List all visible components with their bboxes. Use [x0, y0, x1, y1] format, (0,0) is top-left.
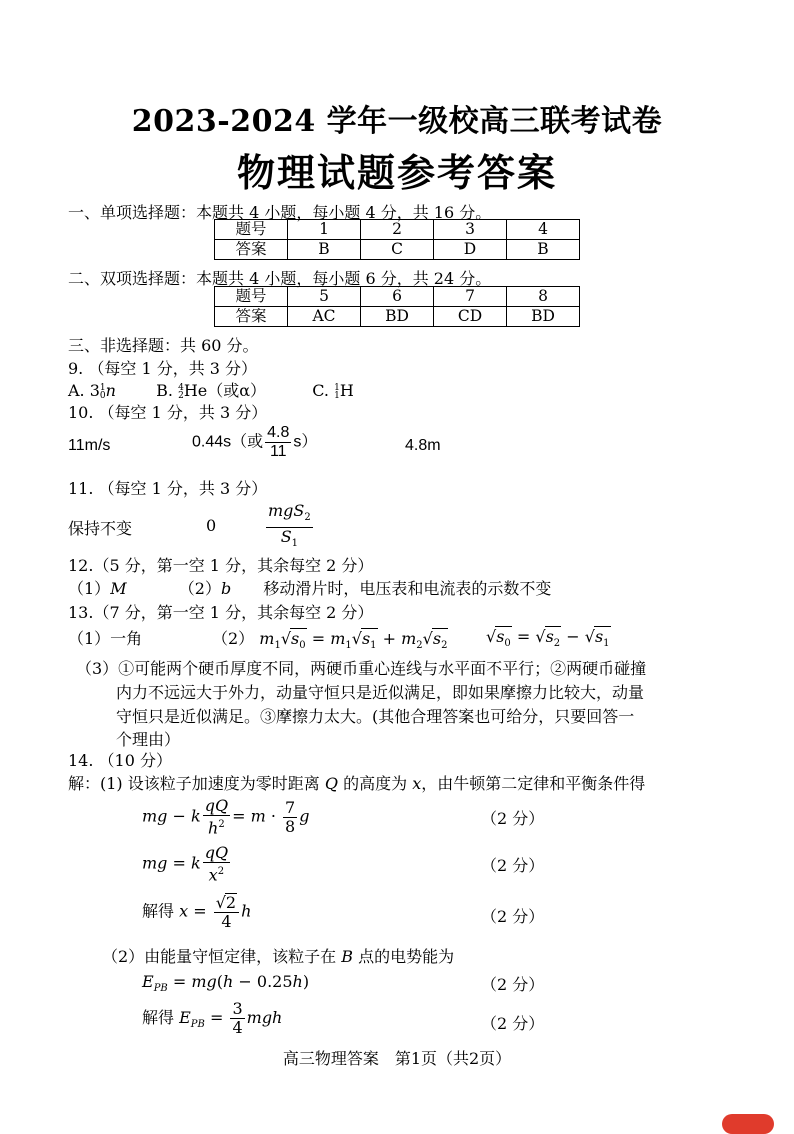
q10-title: 10. （每空 1 分，共 3 分） — [68, 403, 268, 422]
fraction-numerator: 4.8 — [267, 424, 290, 441]
q13-part2-label: （2） — [212, 629, 255, 648]
table-row — [215, 307, 580, 327]
table-cell: AC — [288, 307, 361, 327]
q12-part2-value: b — [220, 579, 232, 598]
q13-part1: （1）一角 — [68, 629, 143, 648]
table-row — [215, 287, 580, 307]
q10-answer-2 — [192, 424, 317, 461]
q14-symbol-b: B — [341, 947, 354, 966]
q11-answer-1: 保持不变 — [68, 519, 133, 538]
table-cell: 6 — [361, 287, 434, 307]
q14-points-3: （2 分） — [481, 907, 545, 926]
fraction-denominator: 11 — [269, 443, 287, 460]
section3-heading: 三、非选择题：共 60 分。 — [68, 336, 259, 355]
q14-symbol-q: Q — [324, 774, 338, 793]
q14-equation-2: mg = k $\frac{qQ}{x^2}$ — [142, 843, 229, 885]
exam-title: 2023-2024 学年一级校高三联考试卷 — [131, 104, 663, 139]
section1-answer-table — [214, 219, 580, 260]
q14-points-4: （2 分） — [481, 975, 545, 994]
table-cell: 7 — [434, 287, 507, 307]
q14-symbol-x: x — [412, 774, 422, 793]
table-cell: BD — [361, 307, 434, 327]
table-cell: B — [288, 240, 361, 260]
answer-key-title: 物理试题参考答案 — [236, 150, 557, 195]
q12-part2-label: （2） — [178, 579, 221, 598]
table-header-cell: 题号 — [215, 287, 288, 307]
q13-part3-line1: （3）①可能两个硬币厚度不同，两硬币重心连线与水平面不平行；②两硬币碰撞 — [76, 659, 647, 678]
table-cell: BD — [507, 307, 580, 327]
table-cell: 4 — [507, 220, 580, 240]
q10-answer-1: 11m/s — [68, 437, 111, 454]
q11-answer-3: $\frac{mgS_2}{S_1}$ — [268, 501, 311, 550]
q9-c-label: C. — [312, 381, 330, 400]
section2-answer-table — [214, 286, 580, 327]
q12-part2-note: 移动滑片时，电压表和电流表的示数不变 — [263, 579, 552, 598]
q14-points-1: （2 分） — [481, 809, 545, 828]
q14-solution-text2: 的高度为 — [343, 774, 408, 793]
q14-solution-text: 解：(1) 设该粒子加速度为零时距离 — [68, 774, 320, 793]
q10-answer-2-unit: s） — [293, 433, 318, 451]
table-cell: C — [361, 240, 434, 260]
q13-title: 13.（7 分，第一空 1 分，其余每空 2 分） — [68, 603, 374, 622]
q13-part2-eq2: $√s_0 = √s_2 - √s_1$ — [486, 627, 610, 650]
q11-title: 11. （每空 1 分，共 3 分） — [68, 479, 268, 498]
table-cell: B — [507, 240, 580, 260]
q14-part2 — [102, 944, 454, 967]
q9-title: 9. （每空 1 分，共 3 分） — [68, 359, 258, 378]
table-row — [215, 220, 580, 240]
q12-title: 12.（5 分，第一空 1 分，其余每空 2 分） — [68, 556, 374, 575]
q14-solve-label: 解得 — [142, 901, 175, 921]
table-cell: 1 — [288, 220, 361, 240]
table-cell: 3 — [434, 220, 507, 240]
q13-part2: （2） $m_1√s_0 = m_1√s_1 + m_2√s_2$ — [212, 629, 448, 652]
q10-answer-3: 4.8m — [405, 437, 441, 454]
table-cell: CD — [434, 307, 507, 327]
q14-equation-4: $E_{PB} = mg(h - 0.25h)$ — [142, 972, 310, 995]
q9-a-symbol: n — [105, 381, 116, 400]
table-cell: 8 — [507, 287, 580, 307]
q14-points-2: （2 分） — [481, 856, 545, 875]
section1-heading: 一、单项选择题：本题共 4 小题，每小题 4 分，共 16 分。 — [68, 203, 492, 222]
q14-solution-text3: ，由牛顿第二定律和平衡条件得 — [421, 774, 646, 793]
q13-part3-line3: 守恒只是近似满足。③摩擦力太大。(其他合理答案也可给分，只要回答一 — [116, 707, 635, 726]
table-header-cell: 答案 — [215, 240, 288, 260]
q14-equation-1: mg − k $\frac{qQ}{h^2}$ = m · $\frac{7}{8}$ g — [142, 796, 310, 838]
q9-b-value: He（或α） — [183, 381, 267, 400]
table-cell: D — [434, 240, 507, 260]
corner-logo-icon — [722, 1114, 774, 1134]
q9-a-value: 3 — [89, 381, 100, 400]
q12-part1-label: （1） — [68, 579, 111, 598]
table-cell: 5 — [288, 287, 361, 307]
q14-title: 14. （10 分） — [68, 751, 172, 770]
q14-points-5: （2 分） — [481, 1014, 545, 1033]
q14-part2-text2: 点的电势能为 — [358, 947, 455, 966]
q13-part3-line4: 个理由） — [116, 730, 181, 749]
section2-heading: 二、双项选择题：本题共 4 小题，每小题 6 分，共 24 分。 — [68, 269, 492, 288]
page-footer: 高三物理答案 第1页（共2页） — [282, 1049, 512, 1068]
q9-b-label: B. — [156, 381, 173, 400]
q12-part1-value: M — [110, 579, 127, 598]
table-cell: 2 — [361, 220, 434, 240]
q13-part3-line2: 内力不远远大于外力，动量守恒只是近似满足，即如果摩擦力比较大，动量 — [116, 683, 645, 702]
q14-solve-label: 解得 — [142, 1008, 175, 1027]
q10-answer-2-text: 0.44s（或 — [192, 433, 264, 451]
table-header-cell: 答案 — [215, 307, 288, 327]
q9-a-label: A. — [68, 381, 85, 400]
q14-equation-5: 解得 $E_{PB}$ = $\frac{3}{4}$ mgh — [142, 999, 283, 1037]
q14-equation-3: 解得 x = $\frac{√2}{4}$ h — [142, 893, 252, 931]
q14-solution-intro — [68, 771, 645, 794]
q11-answer-2: 0 — [206, 516, 217, 535]
q9-c-value: H — [339, 381, 354, 400]
q9-answers: A. 3 1 0 n B. 4 2 He（或α） C. 1 1 H — [68, 381, 354, 401]
q12-answers — [68, 576, 551, 599]
table-header-cell: 题号 — [215, 220, 288, 240]
table-row — [215, 240, 580, 260]
q14-part2-text: （2）由能量守恒定律，该粒子在 — [102, 947, 337, 966]
